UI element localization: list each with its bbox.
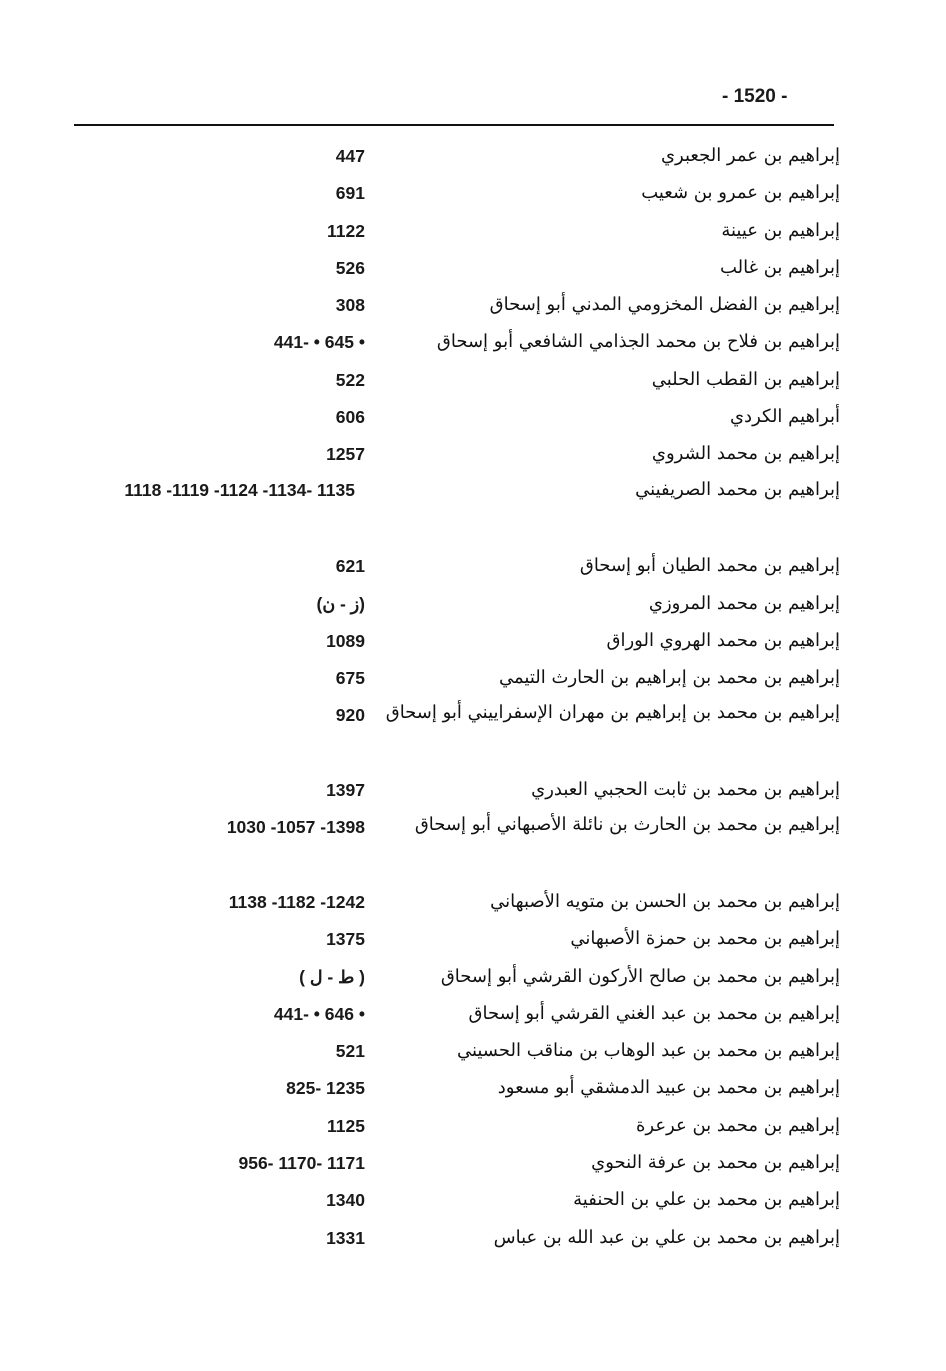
index-entry: [60, 172, 840, 209]
entry-name: إبراهيم بن محمد بن عبد الوهاب بن مناقب الحسيني: [456, 1040, 840, 1062]
entry-name: إبراهيم بن محمد المروزي: [648, 592, 840, 614]
entry-name: إبراهيم بن محمد بن حمزة الأصبهاني: [570, 928, 840, 950]
index-entry: [60, 956, 840, 993]
entry-name: إبراهيم بن محمد بن علي بن عبد الله بن عباس: [493, 1226, 840, 1248]
entry-name: إبراهيم بن القطب الحلبي: [651, 368, 840, 390]
entry-name: إبراهيم بن محمد الهروي الوراق: [606, 629, 840, 651]
index-entry: [60, 321, 840, 358]
index-entry: [60, 806, 840, 881]
entry-pages: 920: [335, 705, 365, 726]
index-entry: [60, 694, 840, 769]
index-entry: [60, 881, 840, 918]
entry-pages: 1340: [326, 1190, 365, 1211]
index-entry: [60, 545, 840, 582]
index-entry: [60, 993, 840, 1030]
entry-pages: (ز - ن): [316, 593, 365, 614]
index-entry: [60, 769, 840, 806]
entry-name: إبراهيم بن محمد بن ثابت الحجبي العبدري: [531, 779, 840, 801]
header-rule: [74, 124, 834, 126]
entry-name: إبراهيم بن محمد بن صالح الأركون القرشي أبو إسحاق: [440, 965, 840, 987]
index-entry: [60, 396, 840, 433]
entry-pages: 691: [335, 183, 365, 204]
entry-pages: ( ط - ل ): [299, 966, 365, 987]
entry-pages: 675: [335, 668, 365, 689]
entry-pages: 1030 -1057 -1398: [226, 817, 365, 838]
entry-pages: 1118 -1119 -1124 -1134- 1135: [124, 479, 355, 500]
index-entry: [60, 359, 840, 396]
entry-name: إبراهيم بن محمد الشروي: [651, 443, 840, 465]
entry-pages: 441- • 646 •: [273, 1003, 365, 1024]
entry-pages: 606: [335, 407, 365, 428]
index-entry: [60, 1217, 840, 1254]
entry-pages: 1331: [326, 1227, 365, 1248]
index-entry: [60, 433, 840, 470]
entry-name: إبراهيم بن محمد بن الحارث بن نائلة الأصبهاني أبو إسحاق: [414, 814, 840, 836]
index-entry: [60, 1067, 840, 1104]
entry-name: إبراهيم بن محمد بن إبراهيم بن مهران الإسفراييني أبو إسحاق: [385, 702, 840, 724]
index-entry: [60, 1179, 840, 1216]
index-entry: [60, 1030, 840, 1067]
entry-name: إبراهيم بن محمد الصريفيني: [635, 478, 840, 500]
entry-name: إبراهيم بن غالب: [719, 256, 840, 278]
entry-name: إبراهيم بن فلاح بن محمد الجذامي الشافعي أبو إسحاق: [436, 331, 840, 353]
entry-name: إبراهيم بن عيينة: [721, 219, 840, 241]
index-entry: [60, 1142, 840, 1179]
entry-pages: 521: [335, 1041, 365, 1062]
entry-name: إبراهيم بن عمر الجعبري: [660, 145, 840, 166]
index-entry: [60, 284, 840, 321]
index-list: [60, 135, 840, 1254]
entry-name: إبراهيم بن محمد بن عبد الغني القرشي أبو إسحاق: [468, 1002, 840, 1024]
entry-name: إبراهيم بن محمد بن علي بن الحنفية: [573, 1189, 840, 1211]
index-entry: [60, 918, 840, 955]
entry-pages: 522: [335, 369, 365, 390]
entry-pages: 1089: [326, 630, 365, 651]
entry-pages: 825- 1235: [286, 1078, 365, 1099]
entry-pages: 1397: [326, 780, 365, 801]
entry-pages: 447: [335, 146, 365, 166]
index-entry: [60, 135, 840, 172]
entry-name: إبراهيم بن محمد الطيان أبو إسحاق: [579, 555, 840, 577]
entry-name: إبراهيم بن محمد بن عرفة النحوي: [591, 1152, 840, 1174]
entry-pages: 308: [335, 295, 365, 316]
index-entry: [60, 620, 840, 657]
index-entry: [60, 247, 840, 284]
entry-pages: 1138 -1182 -1242: [228, 891, 365, 912]
entry-pages: 621: [335, 556, 365, 577]
entry-name: إبراهيم بن محمد بن إبراهيم بن الحارث التيمي: [499, 667, 840, 689]
entry-name: إبراهيم بن الفضل المخزومي المدني أبو إسحاق: [489, 294, 840, 316]
entry-name: أبراهيم الكردي: [729, 406, 840, 428]
entry-pages: 1375: [326, 929, 365, 950]
index-entry: [60, 471, 840, 546]
entry-pages: 1257: [326, 444, 365, 465]
entry-name: إبراهيم بن عمرو بن شعيب: [641, 182, 840, 204]
index-entry: [60, 1105, 840, 1142]
index-entry: [60, 657, 840, 694]
entry-pages: 1122: [327, 220, 365, 241]
entry-pages: 441- • 645 •: [273, 332, 365, 353]
entry-pages: 1125: [327, 1115, 365, 1136]
entry-pages: 956- 1170- 1171: [238, 1153, 365, 1174]
entry-pages: 526: [335, 257, 365, 278]
index-entry: [60, 583, 840, 620]
entry-name: إبراهيم بن محمد بن الحسن بن متويه الأصبهاني: [490, 890, 840, 912]
entry-name: إبراهيم بن محمد بن عرعرة: [635, 1114, 840, 1136]
entry-name: إبراهيم بن محمد بن عبيد الدمشقي أبو مسعود: [497, 1077, 840, 1099]
page-number: - 1520 -: [722, 86, 788, 107]
index-entry: [60, 210, 840, 247]
